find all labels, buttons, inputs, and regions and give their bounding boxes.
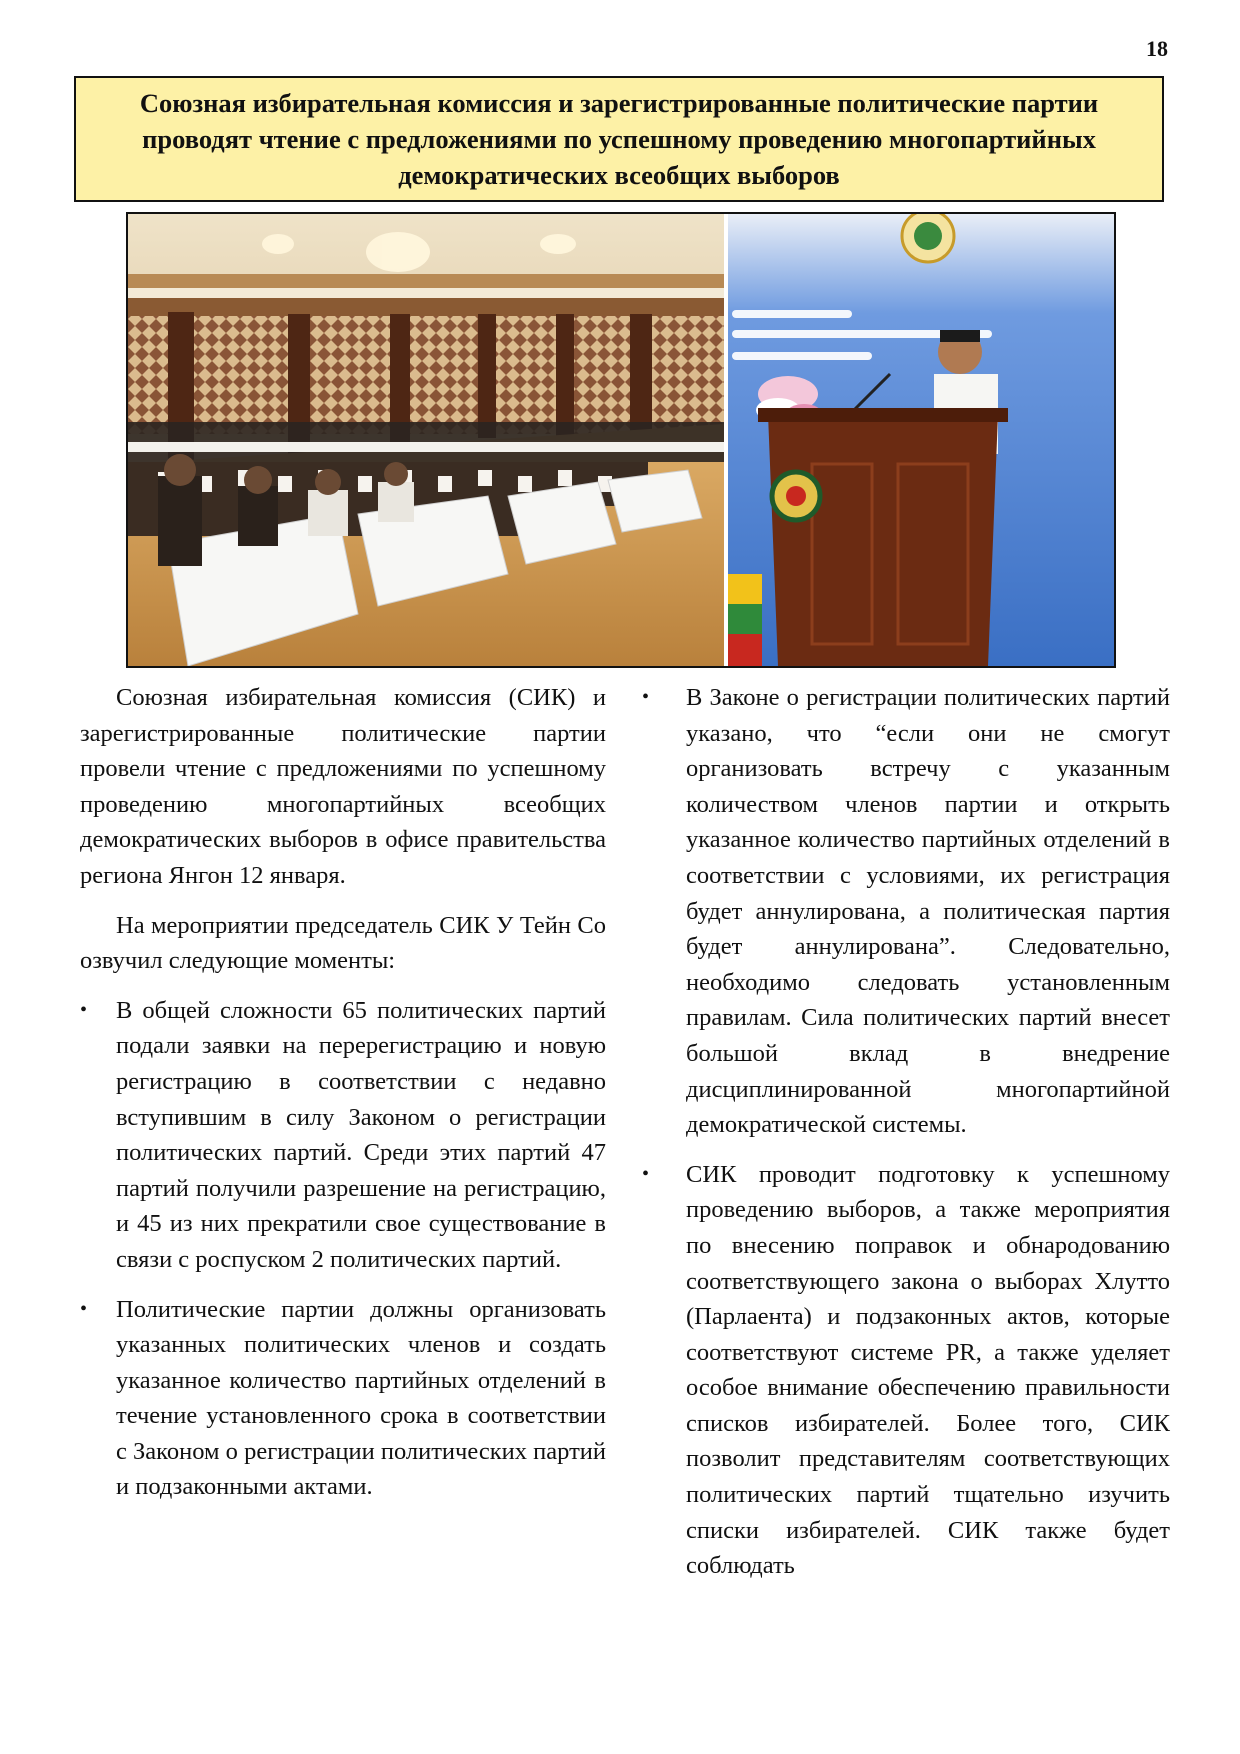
list-item: • Политические партии должны организовать указанных политических членов и создать указанное количество партийных отделений в течение установленного срока в соответствии с Законом о регистрации политических партий и подзаконными актами.	[80, 1292, 606, 1506]
list-item: • В Законе о регистрации политических партий указано, что “если они не смогут организовать встречу с указанным количеством членов партии и открыть указанное количество партийных отделений в соответствии с условиями, их регистрация будет аннулирована, а политическая партия будет аннулирована”. Следовательно, необходимо следовать установленным правилам. Сила политических партий внесет большой вклад в внедрение дисциплинированной многопартийной демократической системы.	[642, 680, 1170, 1143]
title-box	[74, 76, 1164, 202]
left-bullet-list	[80, 993, 606, 1505]
event-photos	[128, 214, 1114, 666]
page-number: 18	[1146, 36, 1168, 61]
photo-frame	[126, 212, 1116, 668]
intro-paragraph: Союзная избирательная комиссия (СИК) и зарегистрированные политические партии провели чтение с предложениями по успешному проведению многопартийных всеобщих демократических выборов в офисе правительства региона Янгон 12 января.	[80, 684, 606, 889]
lead-paragraph: На мероприятии председатель СИК У Тейн Со озвучил следующие моменты:	[80, 911, 606, 975]
article-title: Союзная избирательная комиссия и зарегистрированные политические партии проводят чтение с предложениями по успешному проведению многопартийных демократических всеобщих выборов	[139, 88, 1099, 190]
right-column	[642, 680, 1170, 1598]
speaker-photo	[728, 214, 1114, 666]
list-item: • СИК проводит подготовку к успешному проведению выборов, а также мероприятия по внесению поправок и обнародованию соответствующего закона о выборах Хлутто (Парлаента) и подзаконных актов, которые соответствуют системе PR, а также уделяет особое внимание обеспечению правильности списков избирателей. Более того, СИК позволит представителям соответствующих политических партий тщательно изучить списки избирателей. СИК также будет соблюдать	[642, 1157, 1170, 1584]
right-bullet-list	[642, 680, 1170, 1584]
left-column	[80, 680, 606, 1519]
list-item: • В общей сложности 65 политических партий подали заявки на перерегистрацию и новую регистрацию в соответствии с недавно вступившим в силу Законом о регистрации политических партий. Среди этих партий 47 партий получили разрешение на регистрацию, и 45 из них прекратили свое существование в связи с роспуском 2 политических партий.	[80, 993, 606, 1278]
hall-photo	[128, 214, 724, 666]
article-body	[80, 680, 1170, 1720]
